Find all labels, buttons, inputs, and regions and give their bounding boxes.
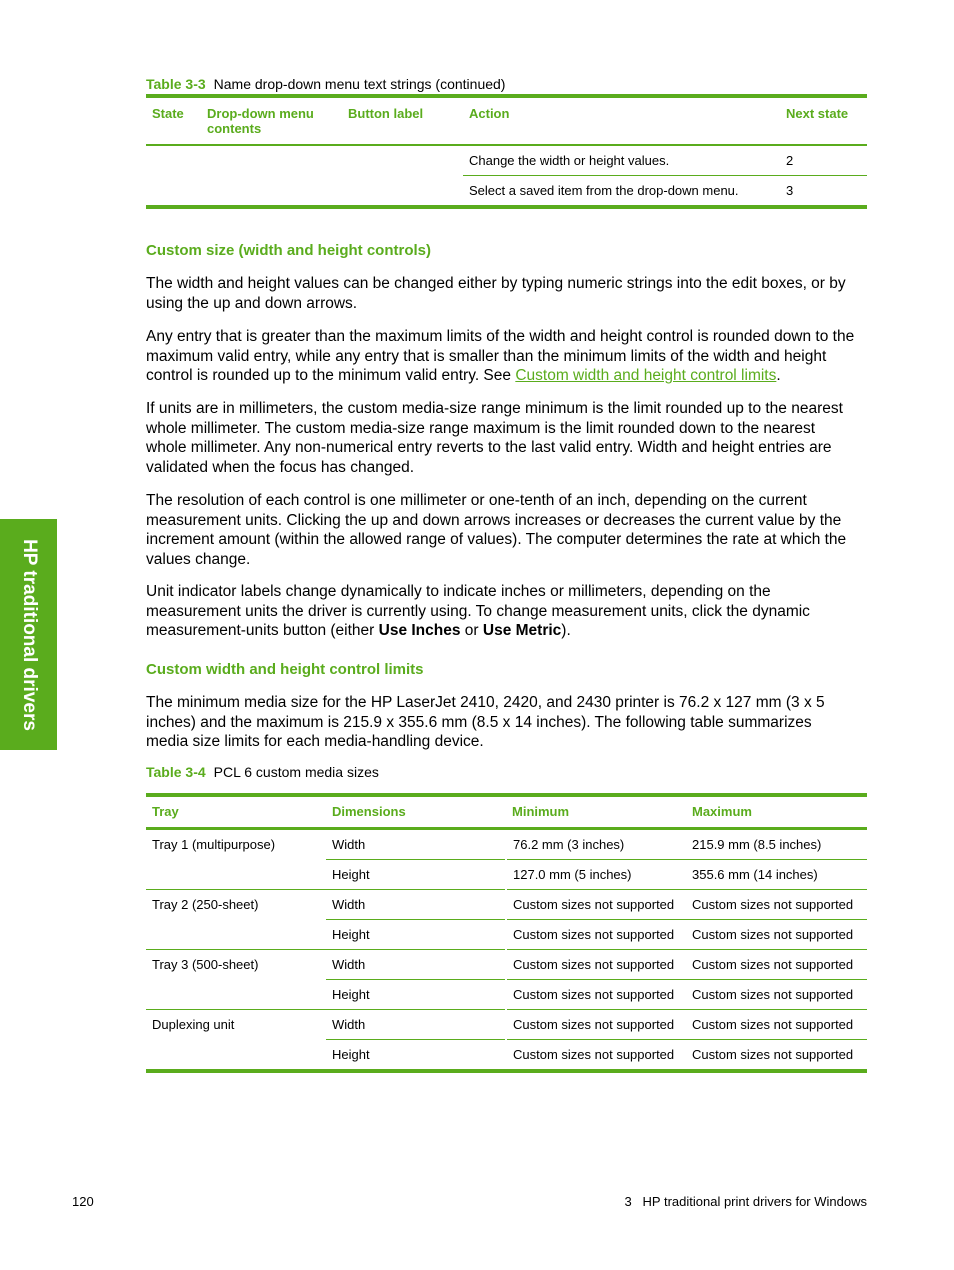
cell-action: Select a saved item from the drop-down menu. xyxy=(469,183,739,198)
cell-tray xyxy=(146,860,326,890)
cell-maximum: Custom sizes not supported xyxy=(686,890,867,920)
cell-dimension: Width xyxy=(326,950,506,980)
cell-dimension: Height xyxy=(326,980,506,1010)
cell-maximum: Custom sizes not supported xyxy=(686,920,867,950)
paragraph-text: ). xyxy=(561,622,571,639)
paragraph xyxy=(146,327,858,386)
cell-tray: Duplexing unit xyxy=(152,1017,235,1032)
cell-dimension: Width xyxy=(326,890,506,920)
cell-minimum: Custom sizes not supported xyxy=(506,1010,686,1040)
paragraph-text: Any entry that is greater than the maximum limits of the width and height control is rounded down to the maximum valid entry, while any entry that is smaller than the minimum limits of the width and height control is rounded up to the minimum valid entry. See xyxy=(146,328,855,384)
cell-next-state: 2 xyxy=(780,145,867,176)
header-state: State xyxy=(146,96,201,145)
cell-tray xyxy=(146,920,326,950)
cell-contents xyxy=(201,145,342,176)
header-dimensions: Dimensions xyxy=(326,795,506,829)
cell-button-label xyxy=(342,145,463,176)
header-action: Action xyxy=(463,96,780,145)
cell-dimension: Width xyxy=(326,829,506,860)
cell-dimension: Height xyxy=(326,860,506,890)
cell-tray: Tray 3 (500-sheet) xyxy=(152,957,259,972)
cell-minimum: 76.2 mm (3 inches) xyxy=(506,829,686,860)
table-row xyxy=(146,980,867,1010)
custom-limits-link[interactable]: Custom width and height control limits xyxy=(515,367,777,384)
header-next-state: Next state xyxy=(780,96,867,145)
cell-maximum: 355.6 mm (14 inches) xyxy=(686,860,867,890)
cell-minimum: Custom sizes not supported xyxy=(506,920,686,950)
cell-maximum: Custom sizes not supported xyxy=(686,1010,867,1040)
use-metric-label: Use Metric xyxy=(482,622,562,639)
cell-maximum: 215.9 mm (8.5 inches) xyxy=(686,829,867,860)
table-row xyxy=(146,1010,867,1040)
page-number: 120 xyxy=(72,1194,94,1209)
paragraph xyxy=(146,582,858,641)
footer-chapter: 3 HP traditional print drivers for Windows xyxy=(624,1194,867,1209)
side-tab xyxy=(0,519,57,750)
side-tab-label: HP traditional drivers xyxy=(18,538,40,731)
table-3-3-title: Name drop-down menu text strings (continued) xyxy=(213,76,506,92)
cell-dimension: Width xyxy=(326,1010,506,1040)
cell-state xyxy=(146,145,201,176)
cell-minimum: Custom sizes not supported xyxy=(506,980,686,1010)
cell-dimension: Height xyxy=(326,920,506,950)
cell-state xyxy=(146,176,201,208)
table-3-4-title: PCL 6 custom media sizes xyxy=(213,764,379,780)
paragraph: The minimum media size for the HP LaserJet 2410, 2420, and 2430 printer is 76.2 x 127 mm (3 x 5 inches) and the maximum is 215.9 x 355.6 mm (8.5 x 14 inches). The following table summarizes media size limits for each media-handling device. xyxy=(146,694,825,750)
table-row xyxy=(146,829,867,860)
cell-tray: Tray 2 (250-sheet) xyxy=(152,897,259,912)
table-3-4-label: Table 3-4 xyxy=(146,764,206,780)
use-inches-label: Use Inches xyxy=(378,622,461,639)
cell-maximum: Custom sizes not supported xyxy=(686,950,867,980)
cell-tray: Tray 1 (multipurpose) xyxy=(152,837,276,852)
header-maximum: Maximum xyxy=(686,795,867,829)
table-row xyxy=(146,1040,867,1072)
table-3-3 xyxy=(146,94,867,209)
paragraph: If units are in millimeters, the custom media-size range minimum is the limit rounded up to the nearest whole millimeter. The custom media-size range maximum is the limit rounded down to the nearest whole millimeter. Any non-numerical entry reverts to the last valid entry. Width and height entries are validated when the focus has changed. xyxy=(146,400,843,476)
table-3-3-caption xyxy=(146,76,505,92)
table-row xyxy=(146,920,867,950)
cell-action: Change the width or height values. xyxy=(463,145,780,176)
cell-minimum: Custom sizes not supported xyxy=(506,1040,686,1072)
table-header-row xyxy=(146,795,867,829)
cell-minimum: 127.0 mm (5 inches) xyxy=(506,860,686,890)
paragraph-text: Unit indicator labels change dynamically to indicate inches or millimeters, depending on the measurement units the driver is currently using. To change measurement units, click the dynamic measurement-units button (either xyxy=(146,583,810,639)
cell-minimum: Custom sizes not supported xyxy=(506,950,686,980)
table-row xyxy=(146,890,867,920)
table-header-row xyxy=(146,96,867,145)
section-heading-custom-size: Custom size (width and height controls) xyxy=(146,242,431,259)
paragraph-text: . xyxy=(776,367,781,384)
cell-dimension: Height xyxy=(332,1047,370,1062)
table-3-3-label: Table 3-3 xyxy=(146,76,206,92)
table-row xyxy=(146,860,867,890)
cell-minimum: Custom sizes not supported xyxy=(506,890,686,920)
table-row xyxy=(146,176,867,208)
header-minimum: Minimum xyxy=(506,795,686,829)
table-3-4 xyxy=(146,793,867,1073)
header-drop-down-menu-contents: Drop-down menu contents xyxy=(201,96,342,145)
paragraph-text: or xyxy=(460,622,483,639)
cell-maximum: Custom sizes not supported xyxy=(692,1047,854,1062)
paragraph: The width and height values can be changed either by typing numeric strings into the edit boxes, or by using the up and down arrows. xyxy=(146,275,846,312)
cell-tray xyxy=(146,980,326,1010)
cell-tray xyxy=(146,1040,326,1072)
cell-next-state: 3 xyxy=(786,183,794,198)
table-row xyxy=(146,145,867,176)
paragraph: The resolution of each control is one millimeter or one-tenth of an inch, depending on the current measurement units. Clicking the up and down arrows increases or decreases the current value by the increment amount (within the allowed range of values). The computer determines the rate at which the values change. xyxy=(146,492,847,568)
header-tray: Tray xyxy=(146,795,326,829)
section-heading-control-limits: Custom width and height control limits xyxy=(146,661,424,678)
cell-maximum: Custom sizes not supported xyxy=(686,980,867,1010)
table-row xyxy=(146,950,867,980)
header-button-label: Button label xyxy=(342,96,463,145)
cell-button-label xyxy=(342,176,463,208)
table-3-4-caption xyxy=(146,764,379,780)
cell-contents xyxy=(201,176,342,208)
